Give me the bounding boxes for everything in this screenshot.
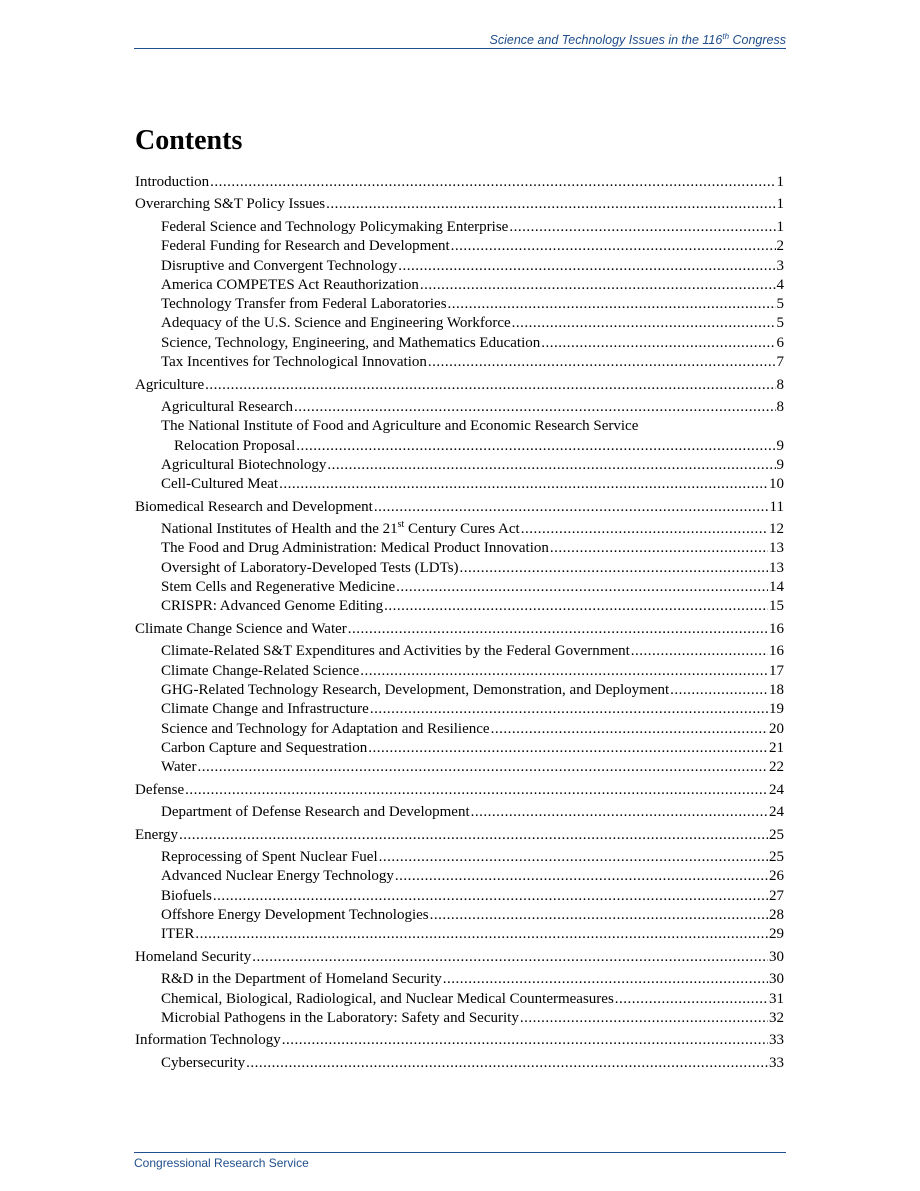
toc-subentry-ag-biotech[interactable] <box>135 456 784 475</box>
toc-leader <box>398 257 775 276</box>
toc-entry-label: Department of Defense Research and Development <box>161 804 470 821</box>
page-title: Contents <box>135 125 243 156</box>
toc-entry-label: Biomedical Research and Development <box>135 498 373 515</box>
toc-entry-label: Climate-Related S&T Expenditures and Activities by the Federal Government <box>161 643 630 660</box>
toc-entry-label: GHG-Related Technology Research, Development, Demonstration, and Deployment <box>161 681 670 698</box>
toc-leader <box>396 578 768 597</box>
toc-entry-label: Biofuels <box>161 887 212 904</box>
toc-page-number: 1 <box>776 218 784 235</box>
toc-page-number: 16 <box>769 643 784 660</box>
toc-leader <box>185 781 768 800</box>
toc-page-number: 25 <box>769 849 784 866</box>
toc-entry-overarching[interactable] <box>135 195 784 214</box>
toc-page-number: 26 <box>769 868 784 885</box>
toc-leader <box>374 498 769 517</box>
toc-subentry-cell-cultured-meat[interactable] <box>135 475 784 494</box>
toc-leader <box>521 520 768 539</box>
toc-leader <box>420 276 776 295</box>
toc-subentry-cbrn[interactable] <box>135 990 784 1009</box>
toc-page-number: 25 <box>769 826 784 843</box>
toc-page-number: 4 <box>776 276 784 293</box>
toc-entry-label: Energy <box>135 826 179 843</box>
toc-entry-label: Introduction <box>135 174 210 190</box>
toc-leader <box>471 803 768 822</box>
toc-subentry-policymaking[interactable] <box>135 218 784 237</box>
toc-page-number: 12 <box>769 521 784 538</box>
toc-leader <box>550 539 768 558</box>
toc-subentry-stem-education[interactable] <box>135 334 784 353</box>
toc-subentry-water[interactable] <box>135 758 784 777</box>
toc-entry-label: Tax Incentives for Technological Innovation <box>161 354 427 371</box>
toc-leader <box>670 681 768 700</box>
toc-page-number: 30 <box>769 971 784 988</box>
toc-entry-label: Information Technology <box>135 1032 281 1049</box>
toc-entry-label: Science, Technology, Engineering, and Mathematics Education <box>161 334 541 351</box>
running-footer <box>134 1152 786 1170</box>
toc-leader <box>179 826 768 845</box>
toc-leader <box>360 662 768 681</box>
toc-entry-label: Relocation Proposal <box>174 437 296 454</box>
toc-page-number: 17 <box>769 662 784 679</box>
toc-page-number: 11 <box>769 498 784 515</box>
toc-leader <box>282 1031 768 1050</box>
toc-page-number: 8 <box>776 376 784 393</box>
toc-leader <box>541 334 775 353</box>
toc-label-superscript: st <box>397 519 405 531</box>
toc-page-number: 33 <box>769 1032 784 1049</box>
toc-leader <box>210 173 775 192</box>
toc-leader <box>384 597 768 616</box>
toc-entry-label: Agriculture <box>135 376 205 393</box>
toc-page-number: 13 <box>769 540 784 557</box>
table-of-contents <box>135 173 784 1073</box>
toc-entry-label: The Food and Drug Administration: Medical Product Innovation <box>161 540 549 557</box>
toc-entry-label: Advanced Nuclear Energy Technology <box>161 868 394 885</box>
toc-subentry-dod-rd[interactable] <box>135 803 784 822</box>
toc-leader <box>379 848 768 867</box>
toc-page-number: 7 <box>776 354 784 371</box>
toc-entry-label <box>161 520 520 539</box>
toc-subentry-climate-science[interactable] <box>135 662 784 681</box>
toc-entry-label: ITER <box>161 926 195 943</box>
toc-leader <box>512 314 776 333</box>
toc-leader <box>370 700 768 719</box>
toc-subentry-climate-expenditures[interactable] <box>135 642 784 661</box>
toc-page-number: 9 <box>776 437 784 454</box>
toc-subentry-funding[interactable] <box>135 237 784 256</box>
toc-entry-label: CRISPR: Advanced Genome Editing <box>161 598 384 615</box>
toc-leader <box>348 620 768 639</box>
toc-entry-label: Climate Change Science and Water <box>135 620 347 637</box>
toc-leader <box>395 867 768 886</box>
toc-page-number: 1 <box>776 196 784 213</box>
toc-entry-label: Climate Change and Infrastructure <box>161 701 369 718</box>
toc-entry-label: Stem Cells and Regenerative Medicine <box>161 579 396 596</box>
toc-subentry-crispr[interactable] <box>135 597 784 616</box>
toc-page-number: 33 <box>769 1054 784 1071</box>
toc-subentry-competes[interactable] <box>135 276 784 295</box>
toc-subentry-advanced-nuclear[interactable] <box>135 867 784 886</box>
toc-entry-label: Climate Change-Related Science <box>161 662 360 679</box>
toc-entry-label: Reprocessing of Spent Nuclear Fuel <box>161 849 378 866</box>
toc-entry-label: Technology Transfer from Federal Laboratories <box>161 296 447 313</box>
toc-entry-label: Oversight of Laboratory-Developed Tests (LDTs) <box>161 559 459 576</box>
toc-page-number: 18 <box>769 681 784 698</box>
toc-leader <box>326 195 775 214</box>
toc-subentry-stem-cells[interactable] <box>135 578 784 597</box>
toc-page-number: 24 <box>769 804 784 821</box>
toc-entry-defense[interactable] <box>135 781 784 800</box>
toc-leader <box>451 237 776 256</box>
toc-entry-information-technology[interactable] <box>135 1031 784 1050</box>
toc-subentry-ag-research[interactable] <box>135 398 784 417</box>
toc-subentry-cybersecurity[interactable] <box>135 1054 784 1073</box>
toc-entry-energy[interactable] <box>135 826 784 845</box>
toc-entry-label: R&D in the Department of Homeland Security <box>161 971 442 988</box>
toc-leader <box>448 295 776 314</box>
toc-subentry-tax-incentives[interactable] <box>135 353 784 372</box>
toc-entry-label: Adequacy of the U.S. Science and Engineering Workforce <box>161 315 511 332</box>
running-header <box>134 33 786 49</box>
toc-leader <box>520 1009 768 1028</box>
toc-entry-label: Science and Technology for Adaptation and Resilience <box>161 720 490 737</box>
toc-leader <box>368 739 768 758</box>
toc-page-number: 27 <box>769 887 784 904</box>
toc-leader <box>279 475 768 494</box>
toc-page-number: 32 <box>769 1009 784 1026</box>
toc-entry-label: Federal Funding for Research and Development <box>161 238 450 255</box>
toc-entry-label: Homeland Security <box>135 948 252 965</box>
toc-page-number: 19 <box>769 701 784 718</box>
toc-page-number: 1 <box>776 174 784 190</box>
toc-label-part: Century Cures Act <box>404 521 520 538</box>
toc-page-number: 22 <box>769 759 784 776</box>
toc-subentry-ldt[interactable] <box>135 559 784 578</box>
toc-subentry-nih[interactable] <box>135 520 784 539</box>
footer-text: Congressional Research Service <box>134 1156 309 1170</box>
toc-entry-biomedical[interactable] <box>135 498 784 517</box>
toc-leader <box>195 925 768 944</box>
toc-leader <box>327 456 775 475</box>
toc-subentry-iter[interactable] <box>135 925 784 944</box>
toc-page-number: 24 <box>769 781 784 798</box>
toc-entry-label: Water <box>161 759 197 776</box>
toc-entry-label: Carbon Capture and Sequestration <box>161 739 368 756</box>
toc-entry-label: Offshore Energy Development Technologies <box>161 906 429 923</box>
toc-page-number: 14 <box>769 579 784 596</box>
toc-entry-label: Defense <box>135 781 185 798</box>
toc-subentry-offshore[interactable] <box>135 906 784 925</box>
toc-entry-label: Chemical, Biological, Radiological, and Nuclear Medical Countermeasures <box>161 990 614 1007</box>
toc-page-number: 2 <box>776 238 784 255</box>
toc-entry-label: Federal Science and Technology Policymaking Enterprise <box>161 218 509 235</box>
toc-leader <box>491 720 768 739</box>
toc-entry-label: Overarching S&T Policy Issues <box>135 196 326 213</box>
toc-subentry-ghg[interactable] <box>135 681 784 700</box>
toc-subentry-pathogens[interactable] <box>135 1009 784 1028</box>
toc-entry-agriculture[interactable] <box>135 376 784 395</box>
toc-page-number: 28 <box>769 906 784 923</box>
toc-leader <box>296 437 775 456</box>
toc-page-number: 29 <box>769 926 784 943</box>
toc-entry-label: Cybersecurity <box>161 1054 246 1071</box>
toc-leader <box>615 990 768 1009</box>
toc-leader <box>631 642 768 661</box>
toc-entry-label: The National Institute of Food and Agriculture and Economic Research Service <box>161 418 639 435</box>
toc-subentry-workforce[interactable] <box>135 314 784 333</box>
toc-page-number: 3 <box>776 257 784 274</box>
toc-leader <box>430 906 768 925</box>
toc-page-number: 16 <box>769 620 784 637</box>
toc-subentry-fda[interactable] <box>135 539 784 558</box>
toc-page-number: 6 <box>776 334 784 351</box>
toc-subentry-reprocessing[interactable] <box>135 848 784 867</box>
toc-leader <box>205 376 775 395</box>
toc-entry-label: Disruptive and Convergent Technology <box>161 257 398 274</box>
toc-subentry-dhs-rd[interactable] <box>135 970 784 989</box>
toc-entry-climate[interactable] <box>135 620 784 639</box>
toc-subentry-biofuels[interactable] <box>135 887 784 906</box>
toc-page-number: 8 <box>776 399 784 416</box>
toc-entry-label: Cell-Cultured Meat <box>161 476 279 493</box>
header-text-before: Science and Technology Issues in the 116 <box>489 33 723 47</box>
toc-entry-label: Agricultural Research <box>161 399 294 416</box>
toc-leader <box>509 218 775 237</box>
toc-page-number: 13 <box>769 559 784 576</box>
header-superscript: th <box>722 31 730 41</box>
toc-page-number: 21 <box>769 739 784 756</box>
toc-entry-label: America COMPETES Act Reauthorization <box>161 276 419 293</box>
toc-leader <box>197 758 768 777</box>
toc-subentry-carbon-capture[interactable] <box>135 739 784 758</box>
toc-page-number: 30 <box>769 948 784 965</box>
toc-label-part: National Institutes of Health and the 21 <box>161 521 398 538</box>
toc-leader <box>443 970 768 989</box>
toc-page-number: 20 <box>769 720 784 737</box>
toc-entry-homeland-security[interactable] <box>135 948 784 967</box>
toc-page-number: 5 <box>776 296 784 313</box>
toc-leader <box>213 887 768 906</box>
toc-leader <box>294 398 775 417</box>
toc-subentry-infrastructure[interactable] <box>135 700 784 719</box>
toc-page-number: 10 <box>769 476 784 493</box>
toc-leader <box>252 948 768 967</box>
toc-subentry-nifa-line1[interactable] <box>135 417 784 436</box>
toc-entry-label: Microbial Pathogens in the Laboratory: Safety and Security <box>161 1009 519 1026</box>
toc-subentry-tech-transfer[interactable] <box>135 295 784 314</box>
toc-subentry-disruptive[interactable] <box>135 257 784 276</box>
toc-leader <box>460 559 768 578</box>
toc-leader <box>428 353 776 372</box>
toc-page-number: 5 <box>776 315 784 332</box>
toc-subentry-nifa-line2[interactable] <box>135 437 784 456</box>
header-text-after: Congress <box>729 33 786 47</box>
toc-page-number: 9 <box>776 456 784 473</box>
toc-subentry-adaptation[interactable] <box>135 720 784 739</box>
toc-leader <box>246 1054 768 1073</box>
toc-entry-label: Agricultural Biotechnology <box>161 456 327 473</box>
toc-page-number: 15 <box>769 598 784 615</box>
toc-page-number: 31 <box>769 990 784 1007</box>
toc-entry-introduction[interactable] <box>135 173 784 192</box>
